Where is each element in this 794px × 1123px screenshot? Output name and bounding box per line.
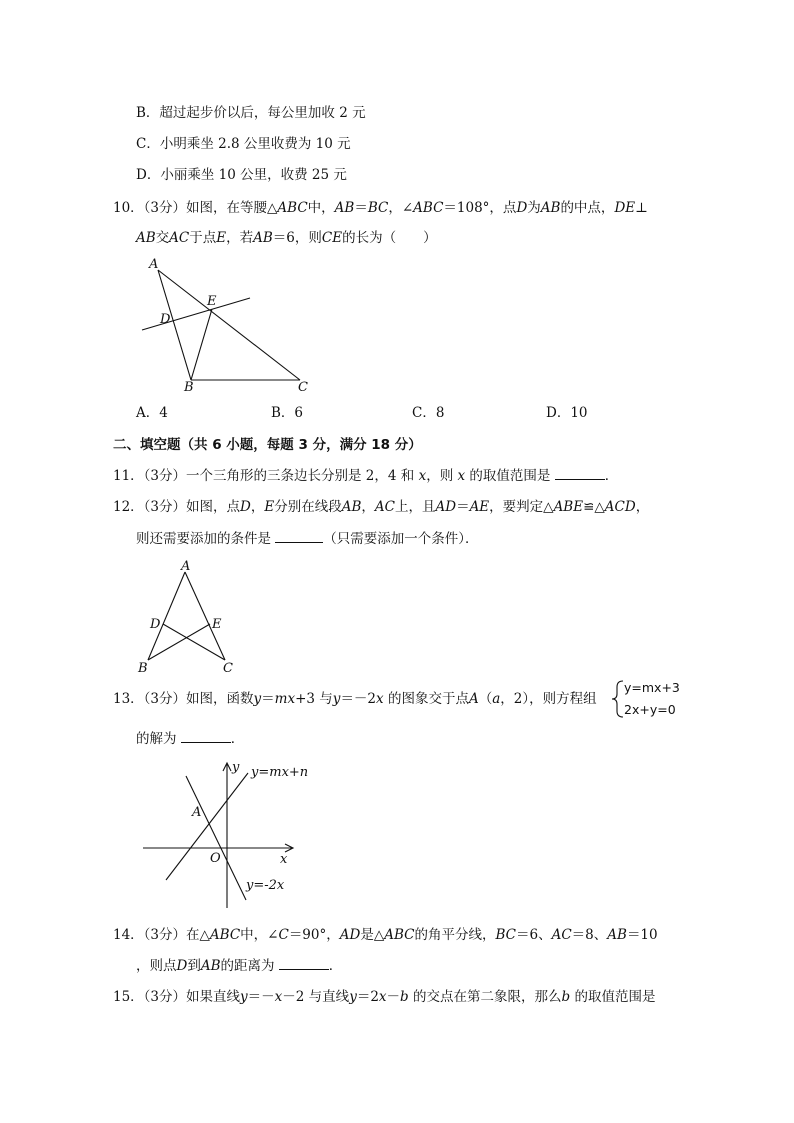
q12-label-b: B: [138, 661, 148, 676]
q10-stem-line1: 10．（3分）如图，在等腰△ABC中，AB＝BC，∠ABC＝108°，点D为AB的中点，DE⊥: [113, 200, 648, 216]
q12-stem-line1: 12．（3分）如图，点D，E分别在线段AB，AC上，且AD＝AE，要判定△ABE≌△ACD，: [113, 499, 650, 515]
q12-stem-line2: 则还需要添加的条件是 （只需要添加一个条件）．: [136, 531, 479, 547]
q10-label-d: D: [160, 312, 171, 327]
q12-label-a: A: [181, 559, 191, 574]
q10-label-e: E: [207, 294, 217, 309]
q10-label-a: A: [149, 257, 159, 272]
section-fill-in-heading: 二、填空题（共 6 小题，每题 3 分，满分 18 分）: [113, 437, 422, 453]
q15-stem-line1: 15．（3分）如果直线y＝－x－2 与直线y＝2x－b 的交点在第二象限，那么b 的取值范围是: [113, 989, 656, 1005]
q11-stem: 11．（3分）一个三角形的三条边长分别是 2，4 和 x，则 x 的取值范围是 ．: [113, 468, 619, 484]
q13-equation-2: 2x+y=0: [624, 702, 676, 717]
q13-equation-1: y=mx+3: [624, 680, 680, 695]
q10-label-c: C: [298, 380, 308, 395]
q13-label-line-2x: y=-2x: [246, 878, 285, 893]
q10-option-c: C．8: [412, 405, 445, 421]
q9-option-b: B．超过起步价以后，每公里加收 2 元: [136, 105, 366, 121]
q9-option-c: C．小明乘坐 2.8 公里收费为 10 元: [136, 136, 351, 152]
q13-label-point-a: A: [192, 805, 202, 820]
q14-stem-line2: ，则点D到AB的距离为 ．: [136, 958, 343, 974]
q14-stem-line1: 14．（3分）在△ABC中，∠C＝90°，AD是△ABC的角平分线，BC＝6、AC＝8、AB＝10: [113, 927, 658, 943]
q10-option-d: D．10: [546, 405, 588, 421]
q10-option-a: A．4: [136, 405, 168, 421]
q10-stem-line2: AB交AC于点E，若AB＝6，则CE的长为（ ）: [136, 230, 437, 246]
q13-label-y-axis: y: [232, 760, 240, 775]
q12-label-c: C: [223, 661, 233, 676]
q9-option-d: D．小丽乘坐 10 公里，收费 25 元: [136, 167, 347, 183]
q12-label-d: D: [150, 617, 161, 632]
q13-label-x-axis: x: [280, 852, 288, 867]
q12-label-e: E: [212, 617, 222, 632]
q14-answer-blank[interactable]: [279, 957, 329, 970]
q13-label-origin: O: [210, 851, 221, 866]
q10-option-b: B．6: [271, 405, 304, 421]
q13-stem-line1: 13．（3分）如图，函数y＝mx+3 与y＝－2x 的图象交于点A（a，2），则方程组: [113, 691, 597, 707]
q10-label-b: B: [184, 380, 194, 395]
q13-stem-line2: 的解为 ．: [136, 731, 245, 747]
q13-label-line-mxn: y=mx+n: [251, 765, 309, 780]
